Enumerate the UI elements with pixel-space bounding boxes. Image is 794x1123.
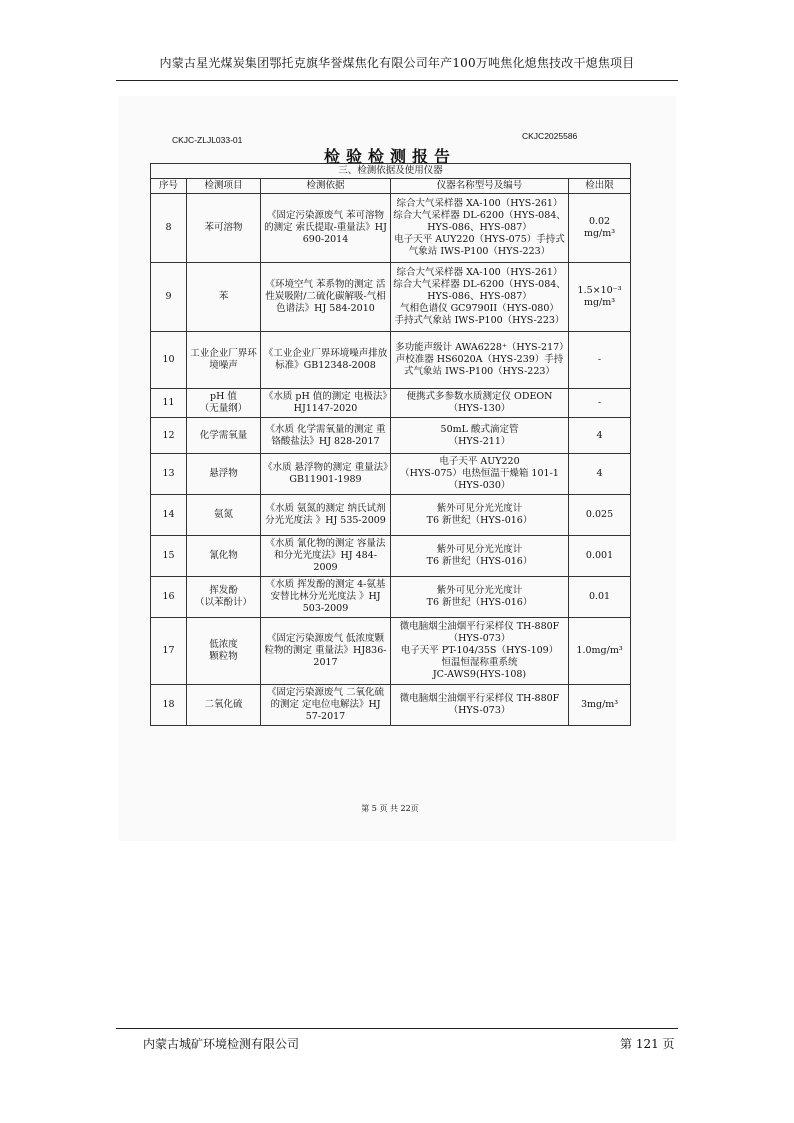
row-no: 15 <box>151 536 187 577</box>
row-limit: 1.0mg/m³ <box>569 618 631 685</box>
row-item: 工业企业厂界环境噪声 <box>187 332 261 389</box>
row-instrument: 微电脑烟尘油烟平行采样仪 TH-880F（HYS-073） <box>391 685 569 726</box>
table-row <box>151 454 631 495</box>
table-row <box>151 495 631 536</box>
row-instrument: 便携式多参数水质测定仪 ODEON（HYS-130） <box>391 389 569 418</box>
row-no: 17 <box>151 618 187 685</box>
table-row <box>151 618 631 685</box>
table-row <box>151 194 631 263</box>
row-item: 苯 <box>187 263 261 332</box>
column-header-limit: 检出限 <box>569 179 631 194</box>
row-basis: 《水质 氰化物的测定 容量法和分光光度法》HJ 484-2009 <box>261 536 391 577</box>
row-basis: 《固定污染源废气 苯可溶物的测定 索氏提取-重量法》HJ 690-2014 <box>261 194 391 263</box>
row-limit: - <box>569 332 631 389</box>
row-item: 挥发酚 （以苯酚计） <box>187 577 261 618</box>
row-no: 13 <box>151 454 187 495</box>
report-title: 检验检测报告 <box>323 147 456 166</box>
form-code: CKJC-ZLJL033-01 <box>172 135 243 145</box>
table-row <box>151 332 631 389</box>
footer-divider <box>116 1028 678 1029</box>
section-title-row <box>151 164 631 179</box>
row-instrument: 电子天平 AUY220 （HYS-075）电热恒温干燥箱 101-1（HYS-030） <box>391 454 569 495</box>
row-no: 12 <box>151 418 187 454</box>
row-basis: 《工业企业厂界环境噪声排放标准》GB12348-2008 <box>261 332 391 389</box>
row-instrument: 紫外可见分光光度计 T6 新世纪（HYS-016） <box>391 495 569 536</box>
table-row <box>151 685 631 726</box>
row-instrument: 综合大气采样器 XA-100（HYS-261） 综合大气采样器 DL-6200（HYS-084、HYS-086、HYS-087） 电子天平 AUY220（HYS-075）手持式气象站 IWS-P100（HYS-223） <box>391 194 569 263</box>
row-basis: 《水质 化学需氧量的测定 重铬酸盐法》HJ 828-2017 <box>261 418 391 454</box>
row-limit: 0.001 <box>569 536 631 577</box>
row-no: 11 <box>151 389 187 418</box>
row-no: 18 <box>151 685 187 726</box>
table-row <box>151 418 631 454</box>
row-basis: 《水质 pH 值的测定 电极法》HJ1147-2020 <box>261 389 391 418</box>
row-item: 低浓度 颗粒物 <box>187 618 261 685</box>
table-header-row <box>151 179 631 194</box>
row-no: 16 <box>151 577 187 618</box>
table-row <box>151 536 631 577</box>
row-basis: 《固定污染源废气 低浓度颗粒物的测定 重量法》HJ836-2017 <box>261 618 391 685</box>
footer-company-name: 内蒙古城矿环境检测有限公司 <box>143 1037 300 1051</box>
column-header-basis: 检测依据 <box>261 179 391 194</box>
table-row <box>151 389 631 418</box>
column-header-item: 检测项目 <box>187 179 261 194</box>
row-item: 二氧化硫 <box>187 685 261 726</box>
row-basis: 《水质 悬浮物的测定 重量法》GB11901-1989 <box>261 454 391 495</box>
row-limit: 4 <box>569 454 631 495</box>
row-no: 14 <box>151 495 187 536</box>
row-item: pH 值 （无量纲） <box>187 389 261 418</box>
row-no: 8 <box>151 194 187 263</box>
row-basis: 《环境空气 苯系物的测定 活性炭吸附/二硫化碳解吸-气相色谱法》HJ 584-2010 <box>261 263 391 332</box>
row-item: 悬浮物 <box>187 454 261 495</box>
section-title: 三、检测依据及使用仪器 <box>151 164 631 179</box>
row-item: 氨氮 <box>187 495 261 536</box>
row-item: 氰化物 <box>187 536 261 577</box>
table-row <box>151 263 631 332</box>
row-limit: 0.02 mg/m³ <box>569 194 631 263</box>
row-instrument: 50mL 酸式滴定管 （HYS-211） <box>391 418 569 454</box>
row-instrument: 紫外可见分光光度计 T6 新世纪（HYS-016） <box>391 536 569 577</box>
row-limit: 0.025 <box>569 495 631 536</box>
row-basis: 《水质 挥发酚的测定 4-氨基安替比林分光光度法 》HJ 503-2009 <box>261 577 391 618</box>
row-limit: 4 <box>569 418 631 454</box>
row-limit: 3mg/m³ <box>569 685 631 726</box>
row-basis: 《固定污染源废气 二氧化硫的测定 定电位电解法》HJ 57-2017 <box>261 685 391 726</box>
footer-page-number: 第 121 页 <box>620 1037 675 1051</box>
row-item: 苯可溶物 <box>187 194 261 263</box>
header-divider <box>116 80 678 81</box>
row-basis: 《水质 氨氮的测定 纳氏试剂分光光度法 》HJ 535-2009 <box>261 495 391 536</box>
column-header-instrument: 仪器名称型号及编号 <box>391 179 569 194</box>
row-no: 10 <box>151 332 187 389</box>
report-number: CKJC2025586 <box>522 131 578 141</box>
table-row <box>151 577 631 618</box>
row-limit: 0.01 <box>569 577 631 618</box>
row-limit: - <box>569 389 631 418</box>
row-no: 9 <box>151 263 187 332</box>
row-instrument: 多功能声级计 AWA6228⁺（HYS-217）声校准器 HS6020A（HYS-239）手持式气象站 IWS-P100（HYS-223） <box>391 332 569 389</box>
row-instrument: 微电脑烟尘油烟平行采样仪 TH-880F（HYS-073） 电子天平 PT-104/35S（HYS-109） 恒温恒湿称重系统 JC-AWS9(HYS-108) <box>391 618 569 685</box>
row-instrument: 综合大气采样器 XA-100（HYS-261） 综合大气采样器 DL-6200（HYS-084、HYS-086、HYS-087） 气相色谱仪 GC9790II（HYS-080） 手持式气象站 IWS-P100（HYS-223） <box>391 263 569 332</box>
document-header-title: 内蒙古星光煤炭集团鄂托克旗华誉煤焦化有限公司年产100万吨焦化熄焦技改干熄焦项目 <box>159 56 635 70</box>
column-header-no: 序号 <box>151 179 187 194</box>
row-instrument: 紫外可见分光光度计 T6 新世纪（HYS-016） <box>391 577 569 618</box>
report-page-number: 第 5 页 共 22页 <box>361 804 419 813</box>
row-limit: 1.5×10⁻³ mg/m³ <box>569 263 631 332</box>
row-item: 化学需氧量 <box>187 418 261 454</box>
inspection-table <box>150 163 631 726</box>
